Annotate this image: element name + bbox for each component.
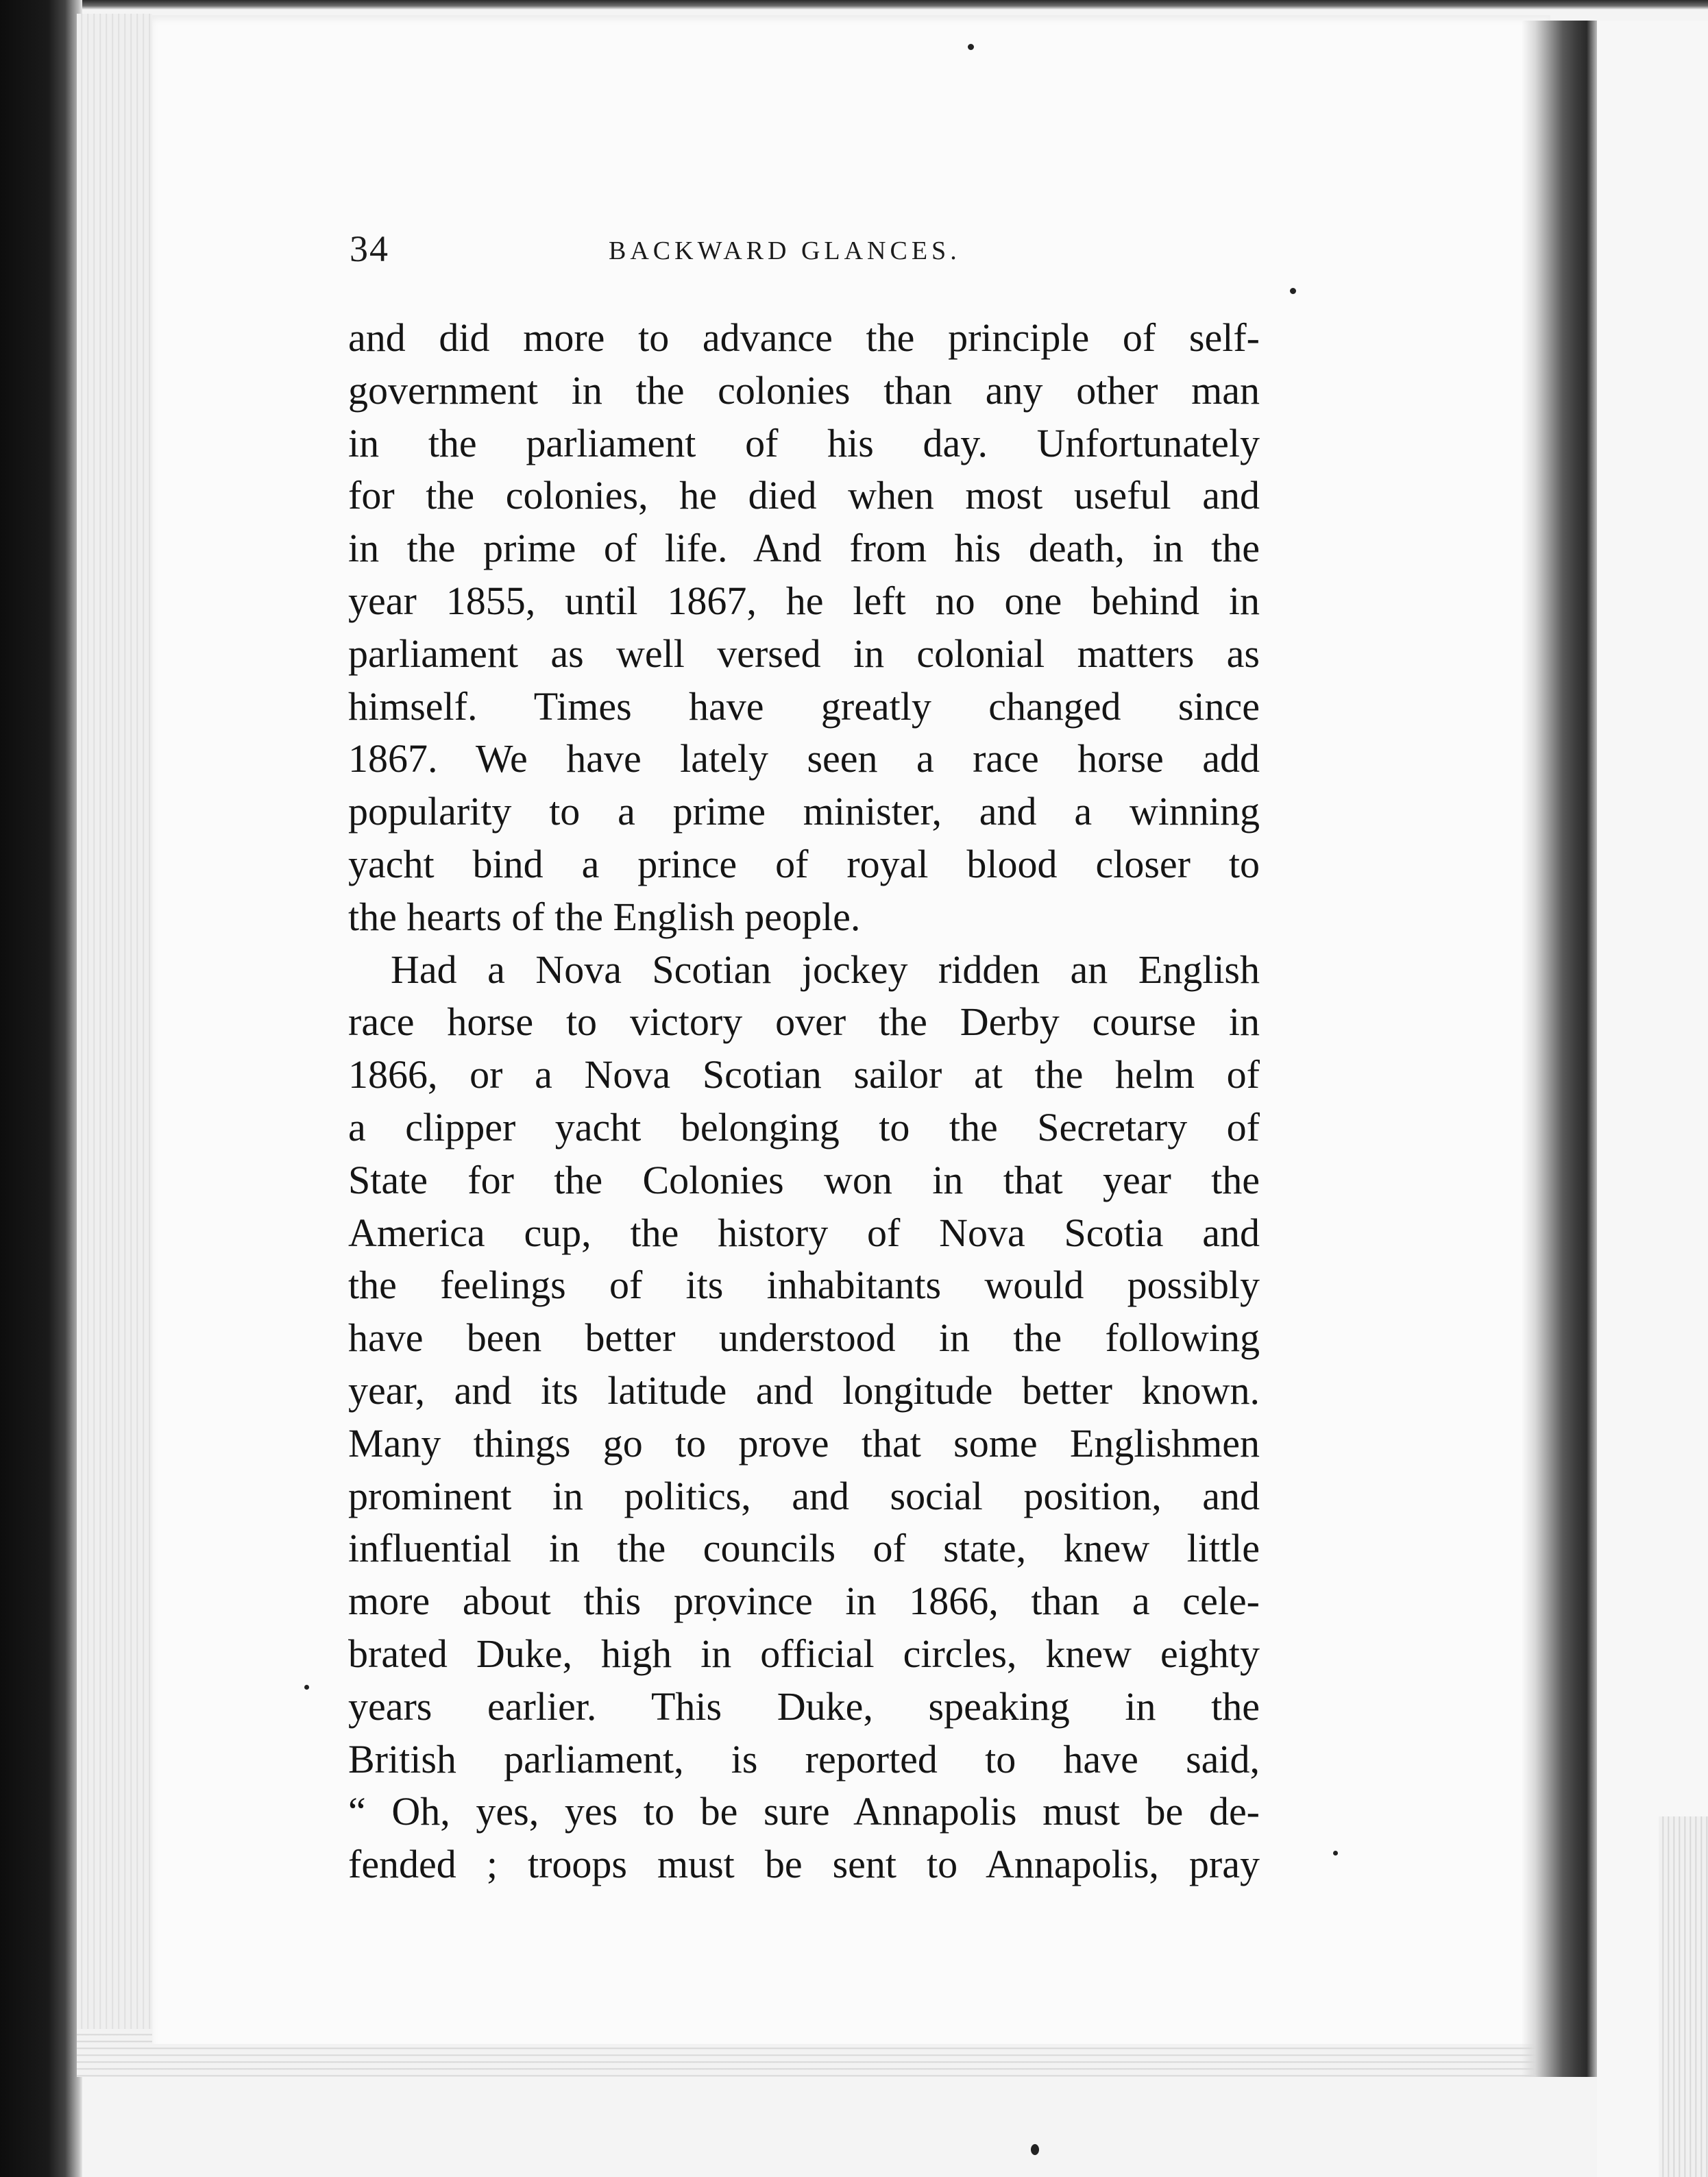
text-line: popularity to a prime minister, and a winning	[348, 789, 1260, 834]
text-line: British parliament, is reported to have said,	[348, 1736, 1260, 1781]
text-line: the hearts of the English people.	[348, 894, 861, 939]
text-line: and did more to advance the principle of self-	[348, 315, 1260, 360]
scan-border-left	[0, 0, 82, 2177]
scan-border-top	[0, 0, 1708, 10]
text-line: State for the Colonies won in that year the	[348, 1157, 1260, 1202]
text-line: influential in the councils of state, knew little	[348, 1526, 1260, 1571]
text-line: the feelings of its inhabitants would possibly	[348, 1263, 1260, 1308]
page-number: 34	[350, 228, 389, 269]
page-edges-left	[77, 14, 152, 2056]
scan-speck	[1333, 1851, 1338, 1856]
scan-speck	[968, 44, 974, 50]
text-line: have been better understood in the following	[348, 1315, 1260, 1361]
text-line: parliament as well versed in colonial matters as	[348, 631, 1260, 676]
text-line: 1867. We have lately seen a race horse add	[348, 736, 1260, 781]
facing-page-edges	[1659, 1816, 1708, 2177]
paragraph	[348, 312, 1260, 944]
running-head: BACKWARD GLANCES.	[609, 236, 961, 265]
scan-speck	[304, 1685, 309, 1690]
text-line: prominent in politics, and social position, and	[348, 1473, 1260, 1518]
text-line: himself. Times have greatly changed since	[348, 683, 1260, 729]
text-line: a clipper yacht belonging to the Secretary of	[348, 1104, 1260, 1150]
text-line: yacht bind a prince of royal blood closer to	[348, 841, 1260, 886]
paragraph	[348, 944, 1260, 1891]
text-line: years earlier. This Duke, speaking in the	[348, 1683, 1260, 1729]
text-line: year 1855, until 1867, he left no one behind in	[348, 578, 1260, 623]
text-line: “ Oh, yes, yes to be sure Annapolis must be de-	[348, 1789, 1260, 1834]
text-line: fended ; troops must be sent to Annapolis, pray	[348, 1842, 1260, 1887]
text-line: brated Duke, high in official circles, knew eighty	[348, 1631, 1260, 1676]
text-line: government in the colonies than any other man	[348, 367, 1260, 413]
text-line: Had a Nova Scotian jockey ridden an English	[391, 947, 1260, 992]
text-line: more about this province in 1866, than a cele-	[348, 1579, 1260, 1624]
text-line: for the colonies, he died when most useful and	[348, 473, 1260, 518]
text-line: America cup, the history of Nova Scotia and	[348, 1210, 1260, 1255]
text-line: year, and its latitude and longitude better known.	[348, 1367, 1260, 1413]
text-line: in the parliament of his day. Unfortunately	[348, 420, 1260, 465]
scan-speck	[1290, 288, 1296, 294]
text-line: 1866, or a Nova Scotian sailor at the helm of	[348, 1052, 1260, 1097]
text-line: Many things go to prove that some Englishmen	[348, 1420, 1260, 1465]
text-line: race horse to victory over the Derby course in	[348, 999, 1260, 1045]
body-text	[348, 312, 1260, 1891]
text-line: in the prime of life. And from his death, in the	[348, 526, 1260, 571]
scan-speck	[1031, 2144, 1039, 2155]
page-header	[350, 228, 1268, 276]
binding-gutter	[1522, 21, 1597, 2077]
